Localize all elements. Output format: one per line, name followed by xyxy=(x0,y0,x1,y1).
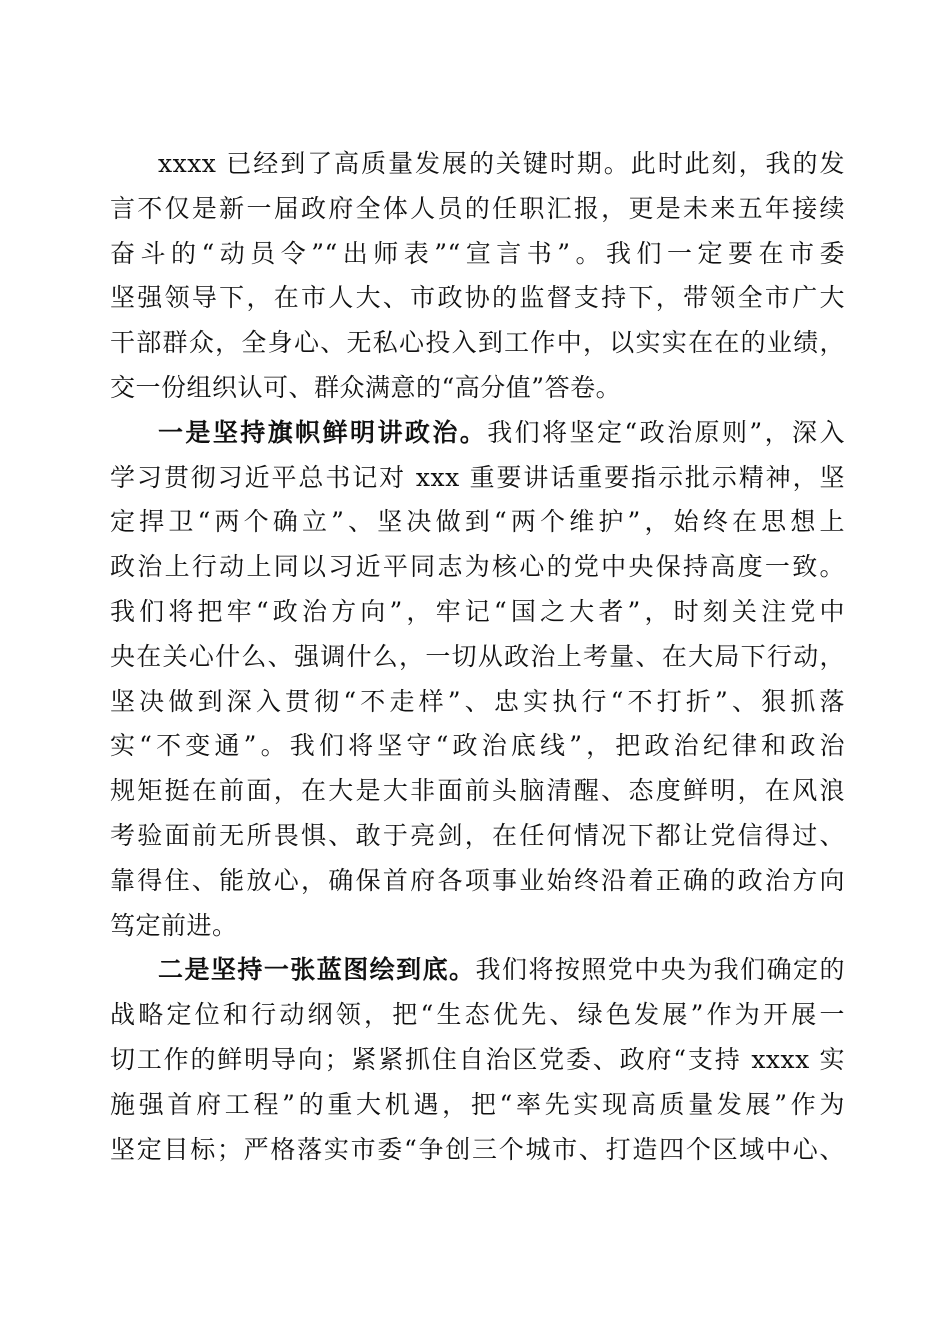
paragraph-3-line-4: 施强首府工程”的重大机遇，把“率先实现高质量发展”作为 xyxy=(110,1089,845,1119)
paragraph-2-line-1 xyxy=(110,411,845,456)
paragraph-3-line-3: 切工作的鲜明导向；紧紧抓住自治区党委、政府“支持 xxxx 实 xyxy=(110,1044,845,1074)
paragraph-3-line-2: 战略定位和行动纲领，把“生态优先、绿色发展”作为开展一 xyxy=(110,1000,845,1030)
paragraph-2-line-7: 坚决做到深入贯彻“不走样”、忠实执行“不打折”、狠抓落 xyxy=(110,686,845,716)
paragraph-2-line-6: 央在关心什么、强调什么，一切从政治上考量、在大局下行动， xyxy=(110,641,845,671)
paragraph-2-heading: 一是坚持旗帜鲜明讲政治。 xyxy=(158,417,488,447)
paragraph-2-line-9: 规矩挺在前面，在大是大非面前头脑清醒、态度鲜明，在风浪 xyxy=(110,776,845,806)
document-body xyxy=(110,142,845,1172)
paragraph-1-line-6: 交一份组织认可、群众满意的“高分值”答卷。 xyxy=(110,372,622,402)
paragraph-1-line-1: xxxx 已经到了高质量发展的关键时期。此时此刻，我的发 xyxy=(158,149,845,178)
paragraph-2-line-5: 我们将把牢“政治方向”，牢记“国之大者”，时刻关注党中 xyxy=(110,596,845,626)
paragraph-2-line-4: 政治上行动上同以习近平同志为核心的党中央保持高度一致。 xyxy=(110,552,845,582)
paragraph-2-line-10: 考验面前无所畏惧、敢于亮剑，在任何情况下都让党信得过、 xyxy=(110,820,845,850)
paragraph-1-line-5: 干部群众，全身心、无私心投入到工作中，以实实在在的业绩， xyxy=(110,328,845,358)
paragraph-1-line-4: 坚强领导下，在市人大、市政协的监督支持下，带领全市广大 xyxy=(110,283,845,313)
paragraph-3-line-1 xyxy=(110,948,845,993)
paragraph-1-line-3: 奋斗的“动员令”“出师表”“宣言书”。我们一定要在市委 xyxy=(110,238,845,268)
paragraph-2-line-1-rest: 我们将坚定“政治原则”，深入 xyxy=(487,417,845,447)
paragraph-3-line-5: 坚定目标；严格落实市委“争创三个城市、打造四个区域中心、 xyxy=(110,1134,845,1164)
paragraph-1-line-2: 言不仅是新一届政府全体人员的任职汇报，更是未来五年接续 xyxy=(110,193,845,223)
paragraph-2-line-8: 实“不变通”。我们将坚守“政治底线”，把政治纪律和政治 xyxy=(110,731,845,761)
paragraph-3-heading: 二是坚持一张蓝图绘到底。 xyxy=(158,955,476,985)
paragraph-2-line-12: 笃定前进。 xyxy=(110,910,238,940)
paragraph-2-line-11: 靠得住、能放心，确保首府各项事业始终沿着正确的政治方向 xyxy=(110,865,845,895)
paragraph-3-line-1-rest: 我们将按照党中央为我们确定的 xyxy=(475,955,845,985)
paragraph-2-line-3: 定捍卫“两个确立”、坚决做到“两个维护”，始终在思想上 xyxy=(110,507,845,537)
paragraph-2-line-2: 学习贯彻习近平总书记对 xxx 重要讲话重要指示批示精神，坚 xyxy=(110,462,845,492)
